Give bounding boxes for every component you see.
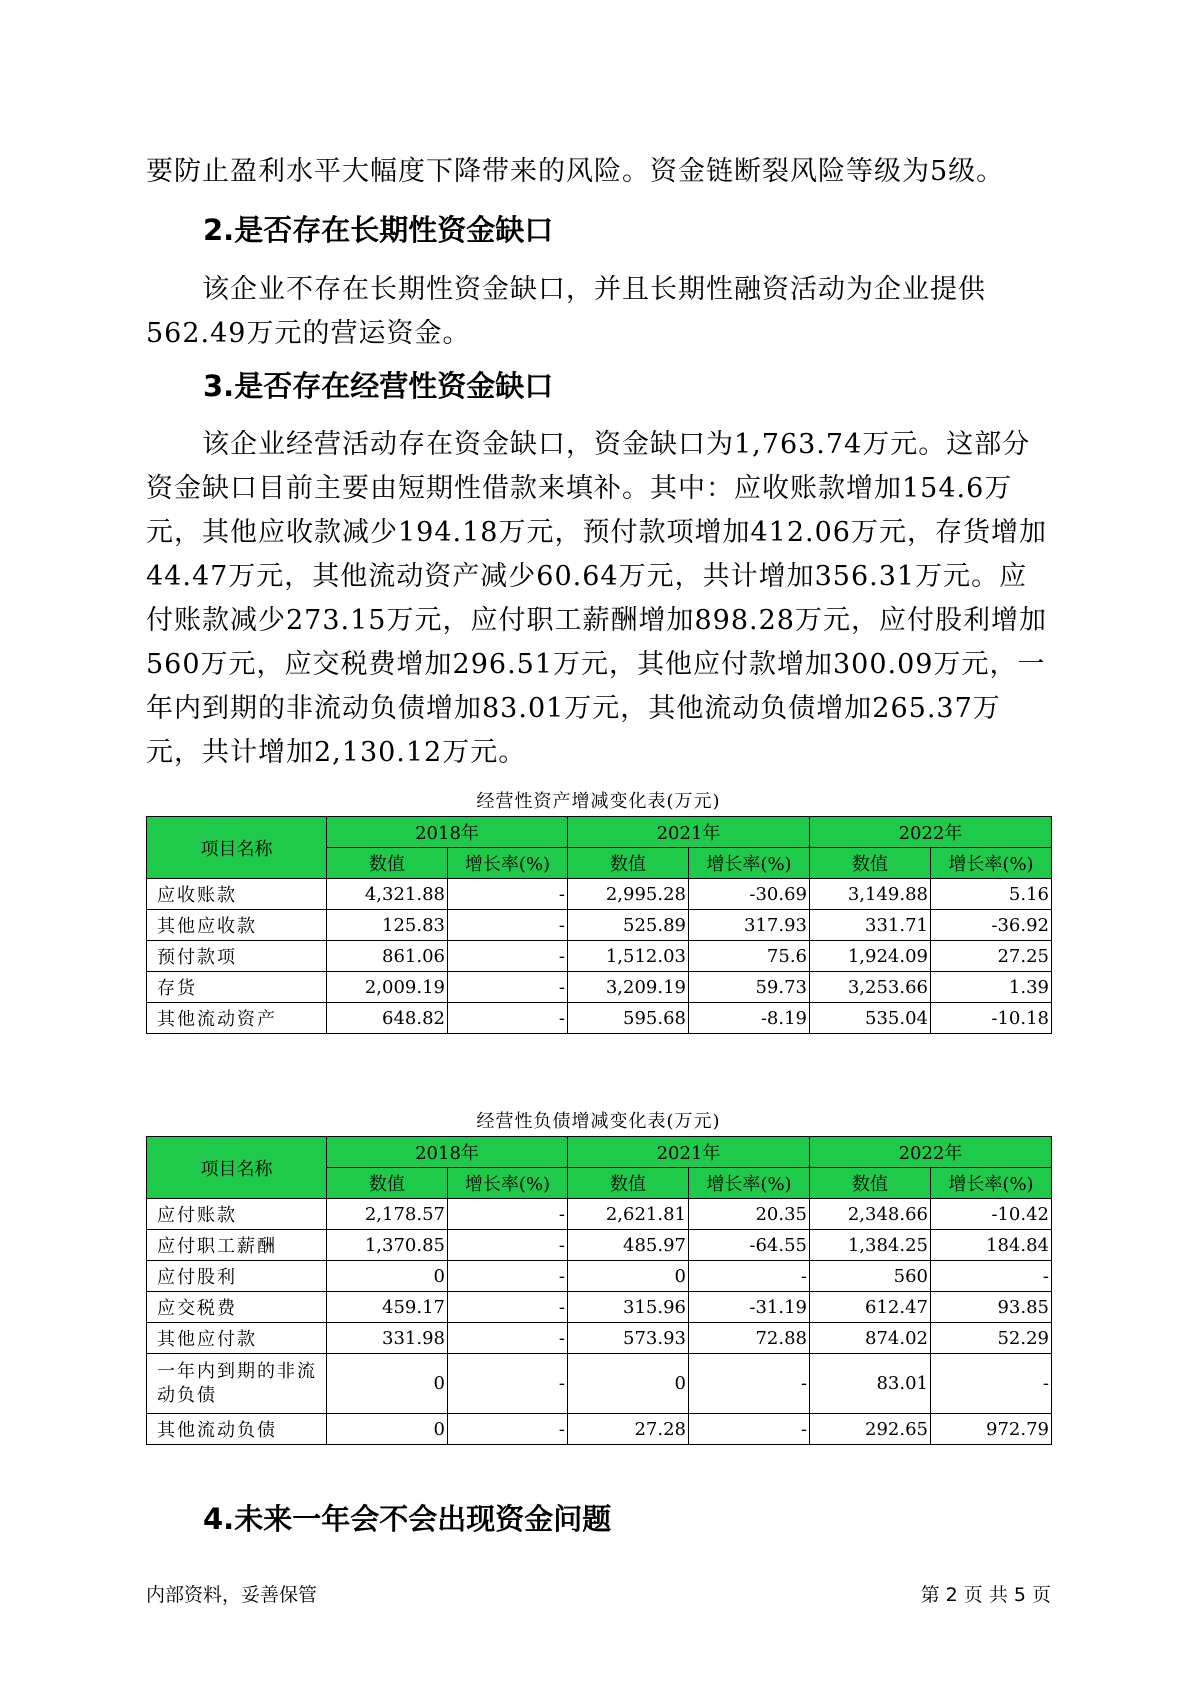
footer-confidential-note: 内部资料，妥善保管 (146, 1584, 318, 1606)
cell: 560 (810, 1261, 931, 1292)
cell: 1,924.09 (810, 941, 931, 972)
heading-next-year-funding: 4.未来一年会不会出现资金问题 (203, 1502, 612, 1536)
header-year-2018: 2018年 (327, 817, 568, 848)
cell: - (689, 1354, 810, 1414)
cell: 331.98 (327, 1323, 448, 1354)
heading-long-term-gap: 2.是否存在长期性资金缺口 (203, 213, 554, 247)
cell: -36.92 (931, 910, 1052, 941)
cell: 75.6 (689, 941, 810, 972)
table-row (147, 1199, 1052, 1230)
table-row (147, 1414, 1052, 1445)
row-name: 应付职工薪酬 (147, 1230, 327, 1261)
cell: 83.01 (810, 1354, 931, 1414)
table-liabilities-caption: 经营性负债增减变化表(万元) (476, 1111, 721, 1132)
cell: - (448, 1292, 568, 1323)
cell: 972.79 (931, 1414, 1052, 1445)
cell: 27.25 (931, 941, 1052, 972)
header-growth-rate: 增长率(%) (448, 1168, 568, 1199)
table-row (147, 910, 1052, 941)
header-growth-rate: 增长率(%) (931, 848, 1052, 879)
cell: - (448, 879, 568, 910)
header-item-name: 项目名称 (147, 817, 327, 879)
cell: 1.39 (931, 972, 1052, 1003)
cell: 5.16 (931, 879, 1052, 910)
table-row (147, 1323, 1052, 1354)
cell: 317.93 (689, 910, 810, 941)
cell: 2,621.81 (568, 1199, 689, 1230)
cell: 1,370.85 (327, 1230, 448, 1261)
cell: - (689, 1261, 810, 1292)
cell: -10.18 (931, 1003, 1052, 1034)
table-operating-assets (146, 816, 1052, 1034)
row-name: 应交税费 (147, 1292, 327, 1323)
header-value: 数值 (568, 1168, 689, 1199)
cell: 4,321.88 (327, 879, 448, 910)
cell: - (448, 1199, 568, 1230)
cell: 2,995.28 (568, 879, 689, 910)
cell: 459.17 (327, 1292, 448, 1323)
cell: 2,009.19 (327, 972, 448, 1003)
cell: - (931, 1354, 1052, 1414)
cell: - (448, 972, 568, 1003)
cell: 0 (568, 1261, 689, 1292)
header-growth-rate: 增长率(%) (689, 848, 810, 879)
row-name: 应付股利 (147, 1261, 327, 1292)
cell: 0 (327, 1354, 448, 1414)
table-row (147, 1292, 1052, 1323)
cell: 573.93 (568, 1323, 689, 1354)
cell: 595.68 (568, 1003, 689, 1034)
paragraph-risk-level (146, 150, 1051, 194)
row-name: 其他流动负债 (147, 1414, 327, 1445)
cell: 612.47 (810, 1292, 931, 1323)
table-row (147, 1261, 1052, 1292)
row-name: 应付账款 (147, 1199, 327, 1230)
paragraph-text: 该企业不存在长期性资金缺口，并且长期性融资活动为企业提供562.49万元的营运资金。 (146, 274, 986, 349)
header-year-2022: 2022年 (810, 1137, 1052, 1168)
cell: 485.97 (568, 1230, 689, 1261)
cell: 535.04 (810, 1003, 931, 1034)
cell: -30.69 (689, 879, 810, 910)
header-year-2022: 2022年 (810, 817, 1052, 848)
cell: 27.28 (568, 1414, 689, 1445)
cell: -8.19 (689, 1003, 810, 1034)
cell: 52.29 (931, 1323, 1052, 1354)
cell: -64.55 (689, 1230, 810, 1261)
cell: - (448, 1261, 568, 1292)
cell: 331.71 (810, 910, 931, 941)
paragraph-operating-gap (146, 423, 1051, 775)
cell: 0 (568, 1354, 689, 1414)
header-growth-rate: 增长率(%) (931, 1168, 1052, 1199)
cell: 648.82 (327, 1003, 448, 1034)
table-operating-liabilities (146, 1136, 1052, 1445)
cell: - (448, 910, 568, 941)
cell: 874.02 (810, 1323, 931, 1354)
cell: -10.42 (931, 1199, 1052, 1230)
row-name: 其他流动资产 (147, 1003, 327, 1034)
heading-operating-gap: 3.是否存在经营性资金缺口 (203, 369, 554, 403)
row-name: 其他应付款 (147, 1323, 327, 1354)
table-row (147, 1354, 1052, 1414)
cell: 0 (327, 1261, 448, 1292)
cell: 72.88 (689, 1323, 810, 1354)
cell: 1,512.03 (568, 941, 689, 972)
cell: - (931, 1261, 1052, 1292)
header-year-2018: 2018年 (327, 1137, 568, 1168)
cell: - (448, 1354, 568, 1414)
header-growth-rate: 增长率(%) (689, 1168, 810, 1199)
header-year-2021: 2021年 (568, 1137, 810, 1168)
cell: 3,149.88 (810, 879, 931, 910)
cell: - (689, 1414, 810, 1445)
header-value: 数值 (810, 848, 931, 879)
table-row (147, 879, 1052, 910)
table-row (147, 972, 1052, 1003)
cell: 59.73 (689, 972, 810, 1003)
header-value: 数值 (810, 1168, 931, 1199)
footer-page-number: 第 2 页 共 5 页 (920, 1584, 1051, 1606)
table-row (147, 1230, 1052, 1261)
row-name: 应收账款 (147, 879, 327, 910)
row-name: 预付款项 (147, 941, 327, 972)
cell: 315.96 (568, 1292, 689, 1323)
header-value: 数值 (327, 848, 448, 879)
table-row (147, 1003, 1052, 1034)
row-name: 其他应收款 (147, 910, 327, 941)
cell: 2,178.57 (327, 1199, 448, 1230)
cell: 3,209.19 (568, 972, 689, 1003)
cell: - (448, 941, 568, 972)
cell: 20.35 (689, 1199, 810, 1230)
cell: 292.65 (810, 1414, 931, 1445)
cell: 861.06 (327, 941, 448, 972)
cell: 1,384.25 (810, 1230, 931, 1261)
cell: -31.19 (689, 1292, 810, 1323)
header-growth-rate: 增长率(%) (448, 848, 568, 879)
cell: 3,253.66 (810, 972, 931, 1003)
cell: - (448, 1323, 568, 1354)
table-assets-caption: 经营性资产增减变化表(万元) (476, 791, 721, 812)
row-name: 一年内到期的非流动负债 (147, 1354, 327, 1414)
cell: 184.84 (931, 1230, 1052, 1261)
header-value: 数值 (568, 848, 689, 879)
row-name: 存货 (147, 972, 327, 1003)
cell: - (448, 1414, 568, 1445)
cell: - (448, 1003, 568, 1034)
table-row (147, 941, 1052, 972)
cell: 525.89 (568, 910, 689, 941)
header-item-name: 项目名称 (147, 1137, 327, 1199)
header-year-2021: 2021年 (568, 817, 810, 848)
paragraph-long-term-gap (146, 268, 1051, 356)
paragraph-text: 该企业经营活动存在资金缺口，资金缺口为1,763.74万元。这部分资金缺口目前主要由短期性借款来填补。其中：应收账款增加154.6万元，其他应收款减少194.18万元，预付款项增加412.06万元，存货增加44.47万元，其他流动资产减少60.64万元，共计增加356.31万元。应付账款减少273.15万元，应付职工薪酬增加898.28万元，应付股利增加560万元，应交税费增加296.51万元，其他应付款增加300.09万元，一年内到期的非流动负债增加83.01万元，其他流动负债增加265.37万元，共计增加2,130.12万元。 (146, 429, 1047, 768)
cell: 2,348.66 (810, 1199, 931, 1230)
cell: 125.83 (327, 910, 448, 941)
cell: 0 (327, 1414, 448, 1445)
cell: 93.85 (931, 1292, 1052, 1323)
header-value: 数值 (327, 1168, 448, 1199)
paragraph-text: 要防止盈利水平大幅度下降带来的风险。资金链断裂风险等级为5级。 (146, 156, 1005, 187)
cell: - (448, 1230, 568, 1261)
